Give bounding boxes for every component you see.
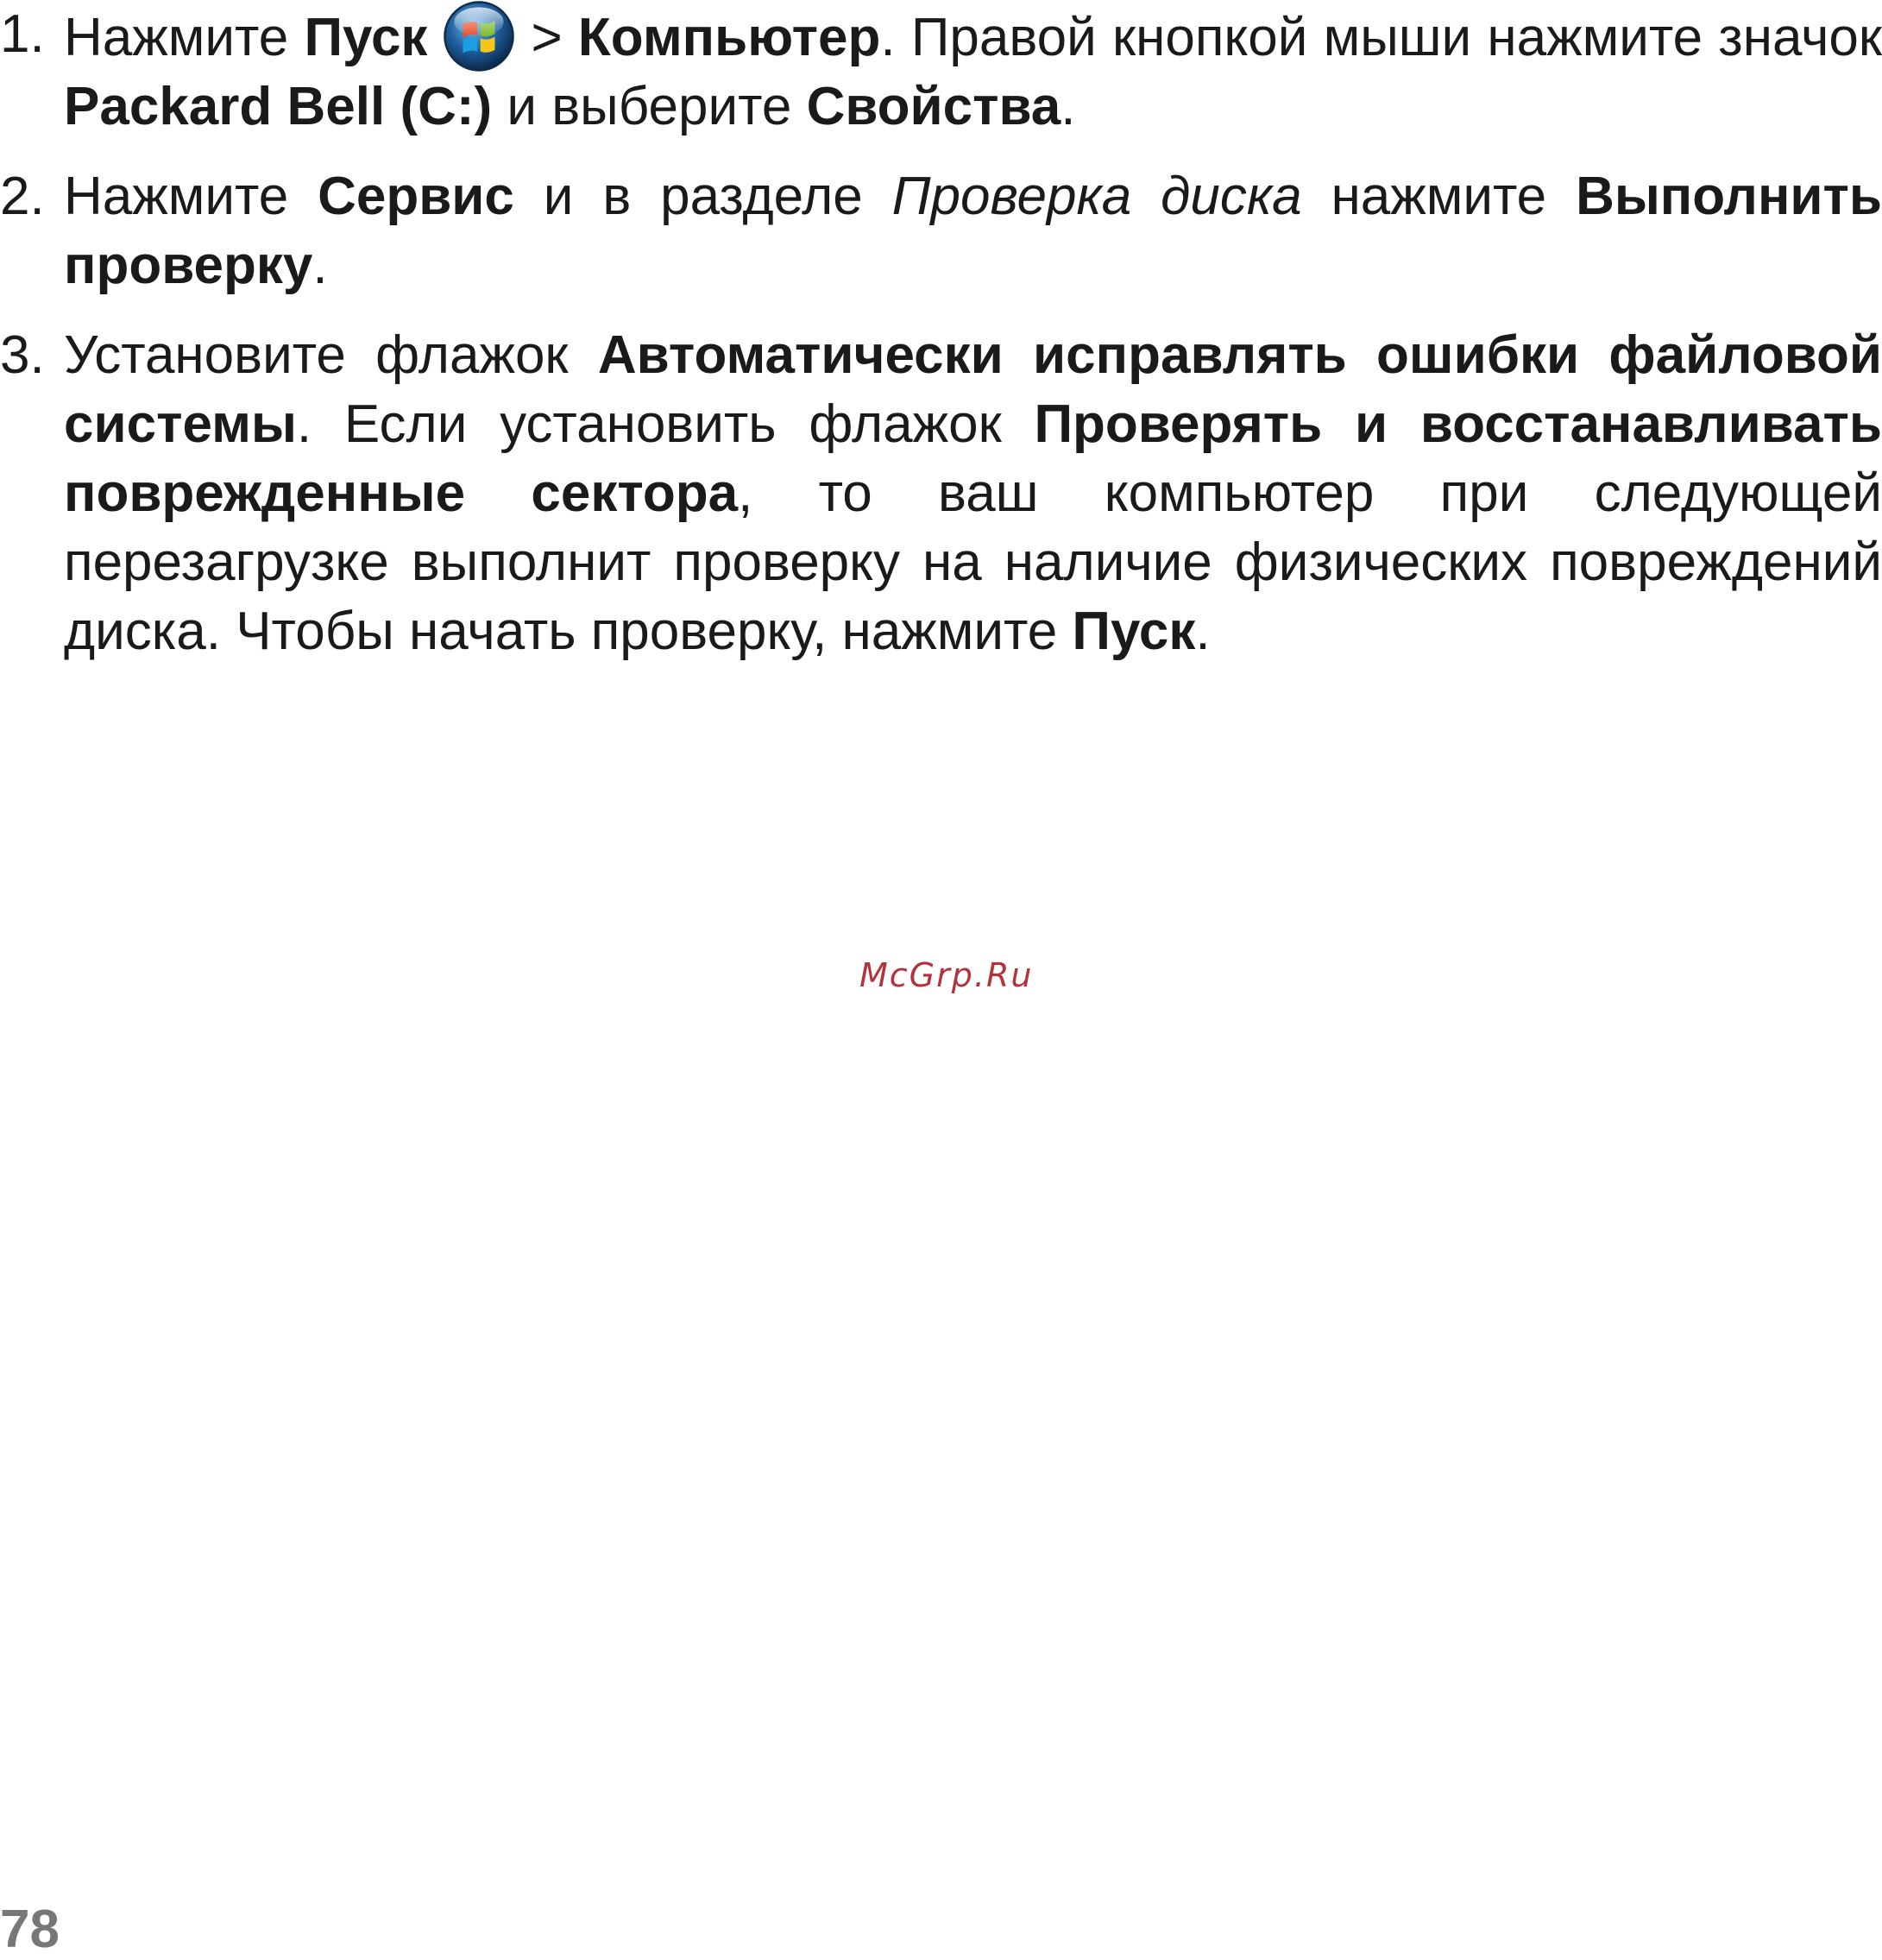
- start-label: Пуск: [304, 8, 428, 67]
- instruction-list: [0, 0, 1882, 666]
- auto-fix-option-label: Автоматически исправлять ошибки файловой системы: [64, 325, 1882, 454]
- step-text: , то ваш компьютер при следующей перезагрузке выполнит проверку на наличие физических повреждений диска. Чтобы начать проверку, нажмите: [64, 463, 1882, 661]
- step-text: нажмите: [1301, 167, 1577, 226]
- watermark: McGrp.Ru: [859, 956, 1034, 994]
- step-text: . Правой кнопкой мыши нажмите значок: [880, 8, 1882, 67]
- scan-recover-option-label: Проверять и восстанавливать поврежденные сектора: [64, 394, 1882, 523]
- page-number: 78: [0, 1900, 60, 1959]
- drive-label: Packard Bell (C:): [64, 77, 493, 136]
- step-text: >: [531, 8, 578, 67]
- step-number: 2.: [0, 167, 45, 226]
- check-now-label: Выполнить проверку: [64, 167, 1882, 295]
- step-text: .: [1195, 602, 1211, 661]
- step-text: . Если установить флажок: [296, 394, 1035, 454]
- step-1: [0, 0, 1882, 142]
- step-text: .: [1061, 77, 1076, 136]
- windows-start-orb-icon: [443, 0, 515, 72]
- step-number: 1.: [0, 4, 45, 64]
- step-text: .: [312, 236, 328, 295]
- computer-label: Компьютер: [577, 8, 881, 67]
- disk-check-section-label: Проверка диска: [891, 167, 1302, 226]
- step-number: 3.: [0, 325, 45, 385]
- tools-label: Сервис: [318, 167, 514, 226]
- step-text: и в разделе: [513, 167, 892, 226]
- start-label: Пуск: [1072, 602, 1196, 661]
- step-text: Установите флажок: [64, 325, 598, 385]
- properties-label: Свойства: [806, 77, 1061, 136]
- step-text: Нажмите: [64, 8, 305, 67]
- step-3: [0, 321, 1882, 666]
- step-2: [0, 162, 1882, 300]
- step-text: и выберите: [492, 77, 807, 136]
- step-text: Нажмите: [64, 167, 318, 226]
